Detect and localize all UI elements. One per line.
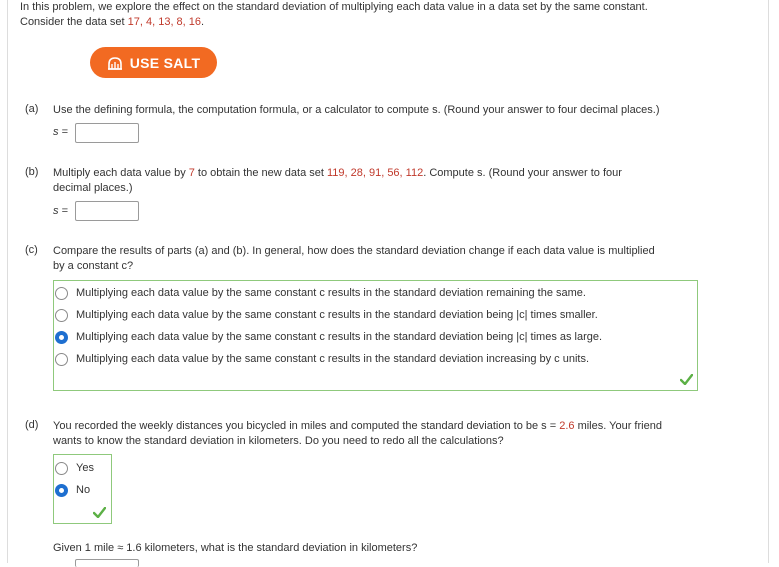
part-d-question-line-1: You recorded the weekly distances you bicycled in miles and computed the standard deviation to be s = 2.6 miles. Your friend xyxy=(53,420,662,432)
correct-check-icon xyxy=(680,374,693,385)
radio-button[interactable] xyxy=(55,309,68,322)
salt-icon xyxy=(107,55,123,71)
use-salt-button[interactable] xyxy=(90,47,217,78)
part-d-km-input[interactable] xyxy=(75,559,139,567)
part-c-letter: (c) xyxy=(25,244,38,256)
radio-button-selected[interactable] xyxy=(55,331,68,344)
part-c-option-2[interactable]: Multiplying each data value by the same constant c results in the standard deviation being |c| times smaller. xyxy=(55,307,598,323)
radio-button[interactable] xyxy=(55,462,68,475)
part-b-question-line-2: decimal places.) xyxy=(53,182,133,194)
intro-line-2: Consider the data set 17, 4, 13, 8, 16. xyxy=(20,16,205,28)
part-d-option-yes[interactable]: Yes xyxy=(55,460,94,476)
part-b-multiplier: 7 xyxy=(188,167,195,179)
part-b-question-line-1: Multiply each data value by 7 to obtain the new data set 119, 28, 91, 56, 112. Compute s. (Round your answer to four xyxy=(53,167,622,179)
part-d-question-line-2: wants to know the standard deviation in kilometers. Do you need to redo all the calculations? xyxy=(53,435,504,447)
part-c-question-line-2: by a constant c? xyxy=(53,260,134,272)
radio-button[interactable] xyxy=(55,353,68,366)
part-d-letter: (d) xyxy=(25,419,39,431)
part-c-option-1[interactable]: Multiplying each data value by the same constant c results in the standard deviation remaining the same. xyxy=(55,285,586,301)
part-c-option-3[interactable]: Multiplying each data value by the same constant c results in the standard deviation being |c| times as large. xyxy=(55,329,602,345)
part-b-new-data-set: 119, 28, 91, 56, 112 xyxy=(326,167,424,179)
intro-line-1: In this problem, we explore the effect on the standard deviation of multiplying each data value in a data set by the same constant. xyxy=(20,1,648,13)
correct-check-icon xyxy=(93,507,106,518)
part-b-s-label: s = xyxy=(53,205,68,217)
part-c-question-line-1: Compare the results of parts (a) and (b). In general, how does the standard deviation change if each data value is multiplied xyxy=(53,245,655,257)
part-a-s-input[interactable] xyxy=(75,123,139,143)
use-salt-label: USE SALT xyxy=(129,54,201,71)
part-b-s-input[interactable] xyxy=(75,201,139,221)
part-a-s-label: s = xyxy=(53,126,68,138)
part-d-followup-question: Given 1 mile ≈ 1.6 kilometers, what is the standard deviation in kilometers? xyxy=(53,542,418,554)
radio-button[interactable] xyxy=(55,287,68,300)
radio-button-selected[interactable] xyxy=(55,484,68,497)
part-a-letter: (a) xyxy=(25,103,39,115)
data-set: 17, 4, 13, 8, 16 xyxy=(127,16,202,28)
part-c-option-4[interactable]: Multiplying each data value by the same constant c results in the standard deviation increasing by c units. xyxy=(55,351,589,367)
part-d-s-value: 2.6 xyxy=(559,420,575,432)
part-a-question: Use the defining formula, the computation formula, or a calculator to compute s. (Round your answer to four decimal places.) xyxy=(53,104,660,116)
part-d-option-no[interactable]: No xyxy=(55,482,90,498)
part-b-letter: (b) xyxy=(25,166,39,178)
